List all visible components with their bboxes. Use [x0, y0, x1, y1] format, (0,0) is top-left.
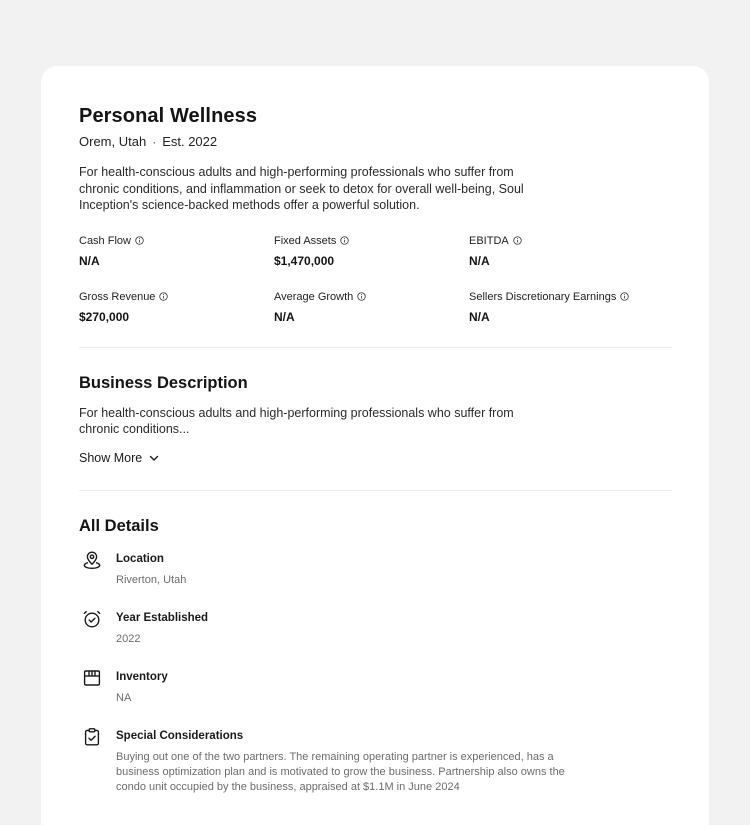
detail-title: Year Established	[116, 611, 209, 624]
all-details-section	[79, 516, 672, 795]
clipboard-check-icon	[82, 727, 102, 747]
listing-established: Est. 2022	[162, 134, 218, 149]
location-pin-icon	[82, 550, 102, 570]
info-icon[interactable]	[159, 292, 168, 301]
metric-label	[469, 290, 672, 304]
metrics-grid	[79, 234, 672, 324]
metric-value: $1,470,000	[274, 253, 335, 268]
listing-location: Orem, Utah	[79, 134, 147, 149]
metric-label	[79, 290, 274, 304]
info-icon[interactable]	[620, 292, 629, 301]
detail-value: NA	[116, 691, 132, 704]
show-more-label: Show More	[79, 450, 143, 465]
metric-label-text: EBITDA	[469, 234, 509, 247]
metric-value: N/A	[469, 253, 490, 268]
listing-summary: For health-conscious adults and high-performing professionals who suffer from chronic conditions, and inflammation or seek to detox for overall well-being, Soul Inception's science-backed methods offer a powerful solution.	[79, 165, 524, 212]
detail-title: Special Considerations	[116, 729, 244, 742]
metric-label-text: Average Growth	[274, 290, 354, 303]
metric-label	[274, 234, 469, 248]
listing-content	[79, 104, 672, 816]
detail-location	[79, 550, 672, 588]
detail-value: 2022	[116, 632, 141, 645]
listing-title: Personal Wellness	[79, 105, 258, 127]
metric-value: N/A	[79, 253, 100, 268]
detail-value: Buying out one of the two partners. The remaining operating partner is experienced, has a business optimization plan and is motivated to grow the business. Partnership also owns the condo unit occupied by the business, appraised at $1.1M in June 2024	[116, 750, 565, 793]
meta-separator: ·	[152, 135, 157, 149]
all-details-heading: All Details	[79, 516, 159, 535]
detail-body	[116, 550, 672, 588]
section-divider	[79, 490, 672, 491]
info-icon[interactable]	[340, 236, 349, 245]
business-description-section	[79, 373, 672, 467]
business-description-text: For health-conscious adults and high-performing professionals who suffer from chronic conditions...	[79, 405, 514, 436]
metric-label-text: Fixed Assets	[274, 234, 337, 247]
metric-fixed-assets	[274, 234, 469, 268]
metric-value: $270,000	[79, 309, 130, 324]
metric-label	[469, 234, 672, 248]
business-description-heading: Business Description	[79, 373, 248, 392]
metric-average-growth	[274, 290, 469, 324]
show-more-button[interactable]	[79, 450, 160, 466]
metric-label-text: Gross Revenue	[79, 290, 156, 303]
metric-value: N/A	[274, 309, 295, 324]
info-icon[interactable]	[135, 236, 144, 245]
listing-meta	[79, 134, 672, 150]
section-divider	[79, 347, 672, 348]
detail-body	[116, 609, 672, 647]
details-list	[79, 550, 672, 795]
metric-ebitda	[469, 234, 672, 268]
detail-special-considerations	[79, 727, 672, 795]
metric-cash-flow	[79, 234, 274, 268]
detail-title: Location	[116, 552, 164, 565]
detail-body	[116, 668, 672, 706]
info-icon[interactable]	[513, 236, 522, 245]
metric-sde	[469, 290, 672, 324]
metric-value: N/A	[469, 309, 490, 324]
detail-value: Riverton, Utah	[116, 573, 187, 586]
metric-label-text: Sellers Discretionary Earnings	[469, 290, 617, 303]
info-icon[interactable]	[357, 292, 366, 301]
detail-title: Inventory	[116, 670, 168, 683]
calendar-clock-icon	[82, 609, 102, 629]
detail-body	[116, 727, 672, 795]
chevron-down-icon	[148, 452, 160, 464]
metric-label	[274, 290, 469, 304]
metric-label-text: Cash Flow	[79, 234, 131, 247]
box-icon	[82, 668, 102, 688]
metric-label	[79, 234, 274, 248]
detail-inventory	[79, 668, 672, 706]
listing-card	[41, 66, 709, 825]
metric-gross-revenue	[79, 290, 274, 324]
detail-year-established	[79, 609, 672, 647]
